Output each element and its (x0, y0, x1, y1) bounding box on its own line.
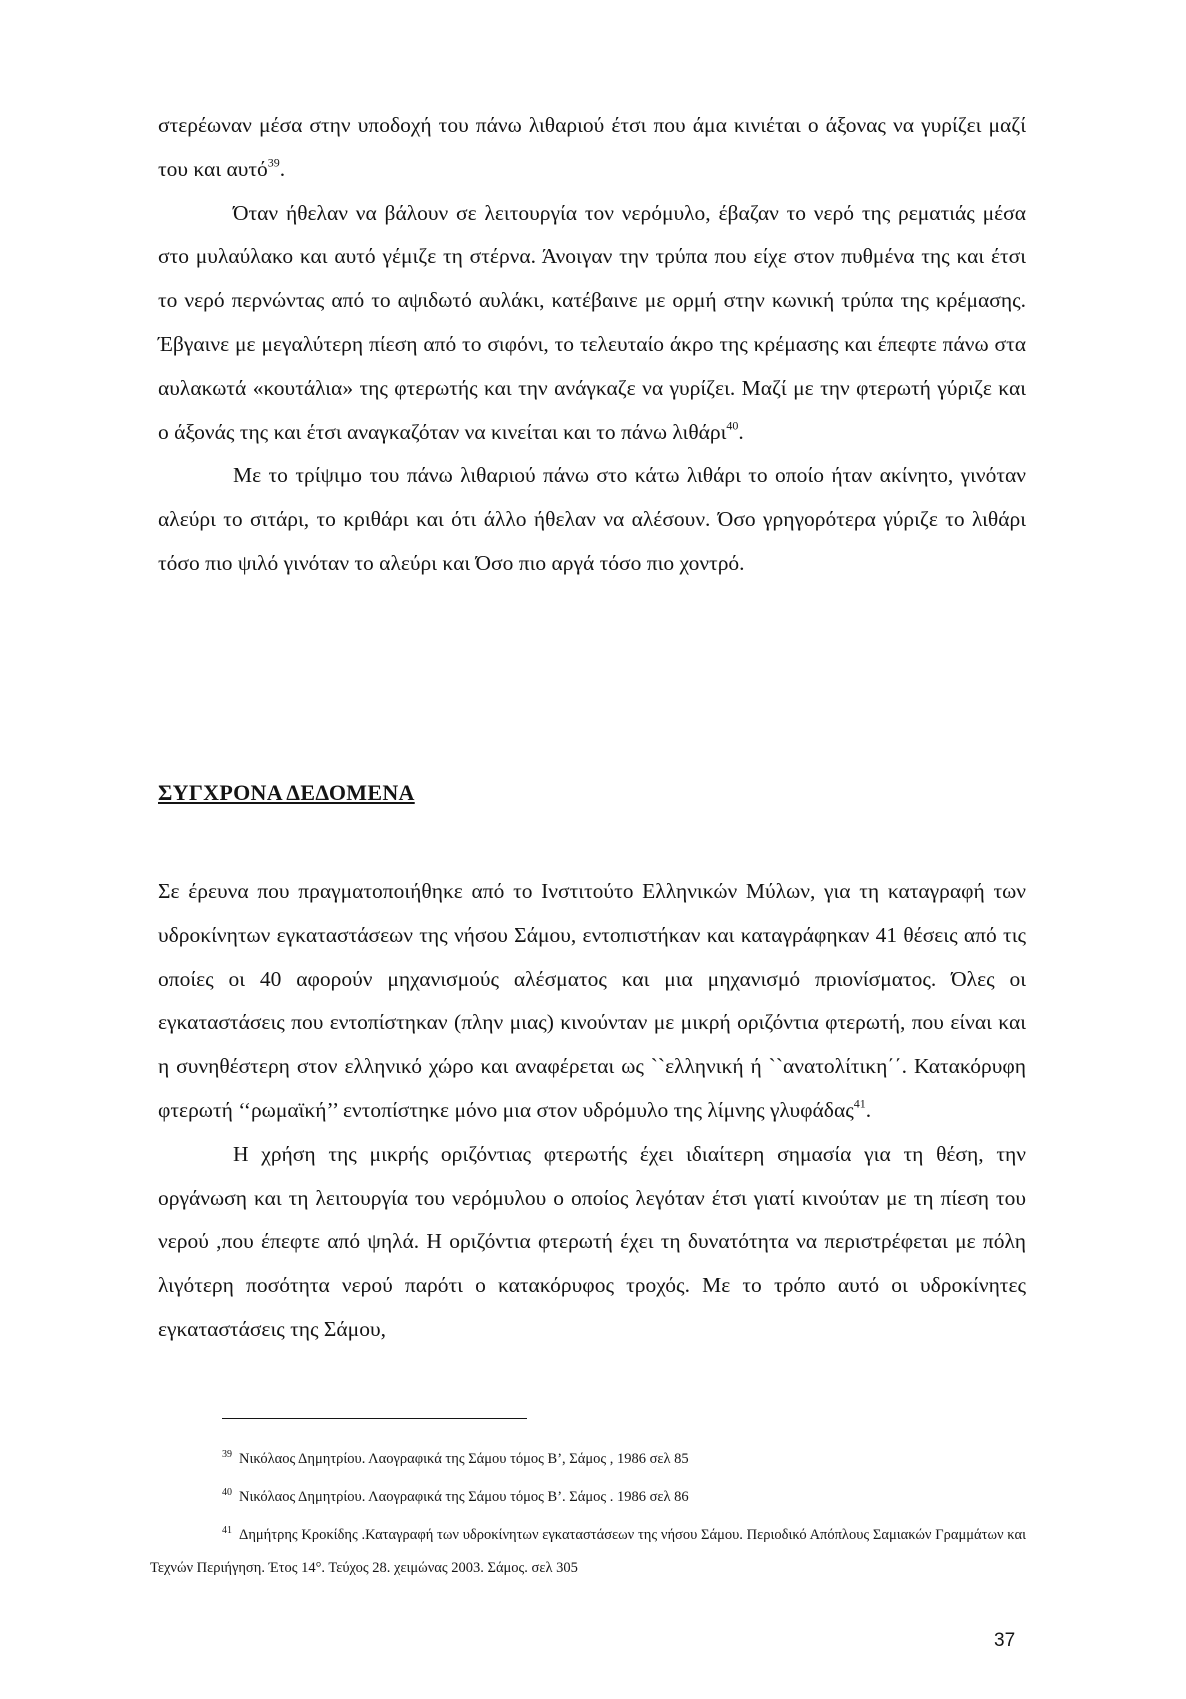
section-heading: ΣΥΓΧΡΟΝΑ ΔΕΔΟΜΕΝΑ (158, 780, 415, 805)
paragraph: στερέωναν μέσα στην υποδοχή του πάνω λιθαριού έτσι που άμα κινιέται ο άξονας να γυρίζει μαζί του και αυτό$^{39}$. (158, 113, 1026, 181)
footnote-separator (222, 1418, 527, 1419)
body-section-2 (158, 870, 1026, 1352)
footnote-ref-41[interactable]: 41 (853, 1096, 866, 1111)
paragraph: Με το τρίψιμο του πάνω λιθαριού πάνω στο κάτω λιθάρι το οποίο ήταν ακίνητο, γινόταν αλεύρι το σιτάρι, το κριθάρι και ότι άλλο ήθελαν να αλέσουν. Όσο γρηγορότερα γύριζε το λιθάρι τόσο πιο ψιλό γινόταν το αλεύρι και Όσο πιο αργά τόσο πιο χοντρό. (158, 463, 1026, 575)
footnote-ref-39[interactable]: 39 (267, 155, 280, 170)
paragraph: Όταν ήθελαν να βάλουν σε λειτουργία τον νερόμυλο, έβαζαν το νερό της ρεματιάς μέσα στο μυλαύλακο και αυτό γέμιζε τη στέρνα. Άνοιγαν την τρύπα που είχε στον πυθμένα της και έτσι το νερό περνώντας από το αψιδωτό αυλάκι, κατέβαινε με ορμή στην κωνική τρύπα της κρέμασης. Έβγαινε με μεγαλύτερη πίεση από το σιφόνι, το τελευταίο άκρο της κρέμασης και έπεφτε πάνω στα αυλακωτά «κουτάλια» της φτερωτής και την ανάγκαζε να γυρίζει. Μαζί με την φτερωτή γύριζε και ο άξονάς της και έτσι αναγκαζόταν να κινείται και το πάνω λιθάρι$^{40}$. (158, 200, 1026, 444)
footnote-41: $^{41}$ Δημήτρης Κροκίδης .Καταγραφή των υδροκίνητων εγκαταστάσεων της νήσου Σάμου. Περιοδικό Απόπλους Σαμιακών Γραμμάτων και Τεχνών Περιήγηση. Έτος 14°. Τεύχος 28. χειμώνας 2003. Σάμος. σελ 305 (150, 1525, 1026, 1576)
body-section-1 (158, 104, 1026, 586)
footnote-ref-40[interactable]: 40 (726, 417, 739, 432)
footnote-39: $^{39}$ Νικόλαος Δημητρίου. Λαογραφικά της Σάμου τόμος Β’, Σάμος , 1986 σελ 85 (222, 1449, 689, 1467)
paragraph: Η χρήση της μικρής οριζόντιας φτερωτής έχει ιδιαίτερη σημασία για τη θέση, την οργάνωση και τη λειτουργία του νερόμυλου ο οποίος λεγόταν έτσι γιατί κινούταν με τη πίεση του νερού ,που έπεφτε από ψηλά. Η οριζόντια φτερωτή έχει τη δυνατότητα να περιστρέφεται με πόλη λιγότερη ποσότητα νερού παρότι ο κατακόρυφος τροχός. Με το τρόπο αυτό οι υδροκίνητες εγκαταστάσεις της Σάμου, (158, 1141, 1026, 1341)
footnotes (150, 1438, 1026, 1585)
footnote-40: $^{40}$ Νικόλαος Δημητρίου. Λαογραφικά της Σάμου τόμος Β’. Σάμος . 1986 σελ 86 (222, 1487, 689, 1505)
paragraph: Σε έρευνα που πραγματοποιήθηκε από το Ινστιτούτο Ελληνικών Μύλων, για τη καταγραφή των υδροκίνητων εγκαταστάσεων της νήσου Σάμου, εντοπιστήκαν και καταγράφηκαν 41 θέσεις από τις οποίες οι 40 αφορούν μηχανισμούς αλέσματος και μια μηχανισμό πριονίσματος. Όλες οι εγκαταστάσεις που εντοπίστηκαν (πλην μιας) κινούνταν με μικρή οριζόντια φτερωτή, που είναι και η συνηθέστερη στον ελληνικό χώρο και αναφέρεται ως ``ελληνική ή ``ανατολίτικη΄΄. Κατακόρυφη φτερωτή ‘‘ρωμαϊκή’’ εντοπίστηκε μόνο μια στον υδρόμυλο της λίμνης γλυφάδας$^{41}$. (158, 879, 1026, 1122)
page-number: 37 (994, 1630, 1016, 1651)
